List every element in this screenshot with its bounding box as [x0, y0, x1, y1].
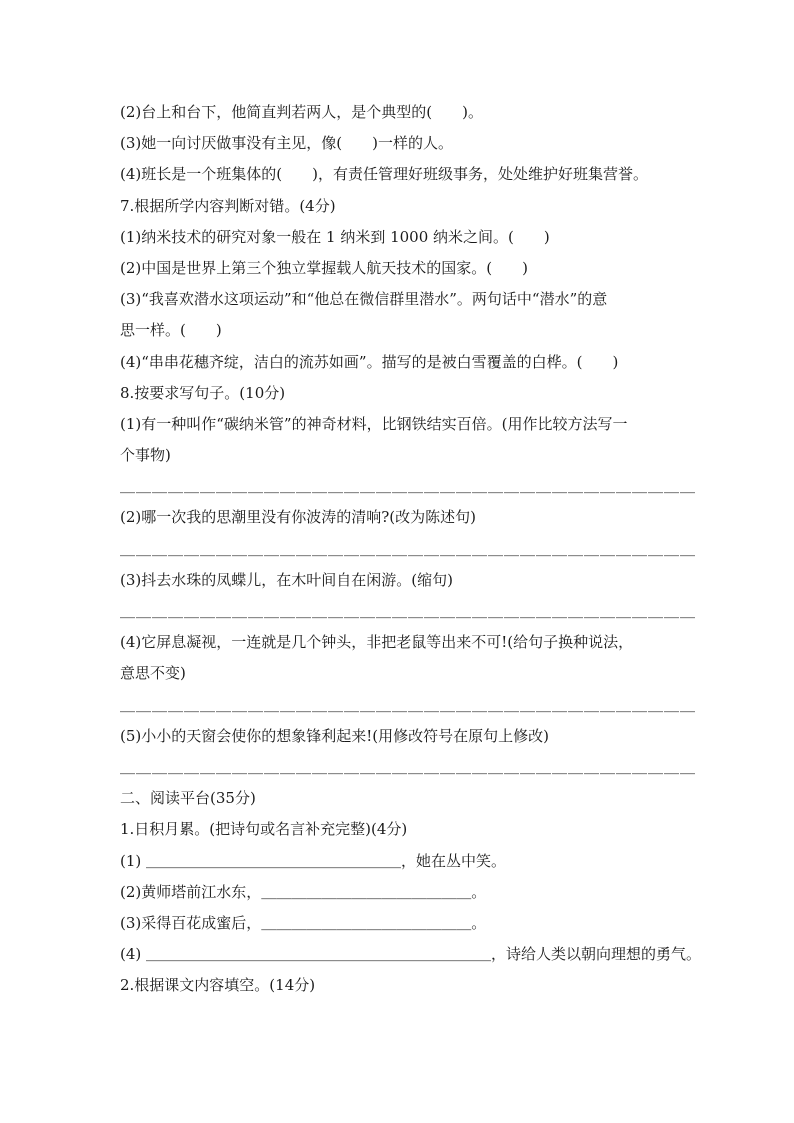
section-2-heading: 二、阅读平台(35分) [120, 789, 256, 808]
question-6-3: (3)她一向讨厌做事没有主见，像( )一样的人。 [120, 134, 453, 153]
question-6-4: (4)班长是一个班集体的( )，有责任管理好班级事务，处处维护好班集营誉。 [120, 165, 648, 184]
question-8-4-cont: 意思不变) [120, 664, 186, 683]
answer-line-8-3[interactable]: ＿＿＿＿＿＿＿＿＿＿＿＿＿＿＿＿＿＿＿＿＿＿＿＿＿＿＿＿＿＿＿＿＿＿＿＿ [120, 602, 697, 620]
question-7-1: (1)纳米技术的研究对象一般在 1 纳米到 1000 纳米之间。( ) [120, 227, 550, 246]
reading-q1-3[interactable]: (3)采得百花成蜜后，＿＿＿＿＿＿＿＿＿＿＿＿＿＿。 [120, 913, 487, 932]
answer-line-8-2[interactable]: ＿＿＿＿＿＿＿＿＿＿＿＿＿＿＿＿＿＿＿＿＿＿＿＿＿＿＿＿＿＿＿＿＿＿＿＿ [120, 539, 697, 558]
question-7-3: (3)“我喜欢潜水这项运动”和“他总在微信群里潜水”。两句话中“潜水”的意 [120, 290, 608, 309]
question-6-2: (2)台上和台下，他简直判若两人，是个典型的( )。 [120, 103, 483, 121]
worksheet-page [120, 97, 720, 1001]
question-7-2: (2)中国是世界上第三个独立掌握载人航天技术的国家。( ) [120, 258, 528, 277]
question-8-3: (3)抖去水珠的凤蝶儿，在木叶间自在闲游。(缩句) [120, 570, 453, 589]
question-8-1-cont: 个事物) [120, 446, 171, 465]
question-7-heading: 7.根据所学内容判断对错。(4分) [120, 196, 336, 215]
answer-line-8-1[interactable]: ＿＿＿＿＿＿＿＿＿＿＿＿＿＿＿＿＿＿＿＿＿＿＿＿＿＿＿＿＿＿＿＿＿＿＿＿ [120, 477, 697, 496]
answer-line-8-5[interactable]: ＿＿＿＿＿＿＿＿＿＿＿＿＿＿＿＿＿＿＿＿＿＿＿＿＿＿＿＿＿＿＿＿＿＿＿＿ [120, 757, 697, 776]
question-8-1: (1)有一种叫作“碳纳米管”的神奇材料，比钢铁结实百倍。(用作比较方法写一 [120, 414, 628, 433]
question-8-heading: 8.按要求写句子。(10分) [120, 383, 286, 402]
question-8-4: (4)它屏息凝视，一连就是几个钟头，非把老鼠等出来不可!(给句子换种说法， [120, 633, 634, 652]
reading-q1-4[interactable]: (4) ＿＿＿＿＿＿＿＿＿＿＿＿＿＿＿＿＿＿＿＿＿＿＿，诗给人类以朝向理想的勇气。 [120, 945, 702, 964]
reading-q1-1[interactable]: (1) ＿＿＿＿＿＿＿＿＿＿＿＿＿＿＿＿＿，她在丛中笑。 [120, 851, 507, 870]
question-8-5: (5)小小的天窗会使你的想象锋利起来!(用修改符号在原句上修改) [120, 726, 549, 745]
reading-q2-heading: 2.根据课文内容填空。(14分) [120, 976, 316, 995]
question-8-2: (2)哪一次我的思潮里没有你波涛的清响?(改为陈述句) [120, 508, 476, 527]
question-7-3-cont: 思一样。( ) [120, 321, 222, 340]
answer-line-8-4[interactable]: ＿＿＿＿＿＿＿＿＿＿＿＿＿＿＿＿＿＿＿＿＿＿＿＿＿＿＿＿＿＿＿＿＿＿＿＿ [120, 695, 697, 714]
reading-q1-heading: 1.日积月累。(把诗句或名言补充完整)(4分) [120, 820, 408, 839]
question-7-4: (4)“串串花穗齐绽，洁白的流苏如画”。描写的是被白雪覆盖的白桦。( ) [120, 352, 619, 371]
reading-q1-2[interactable]: (2)黄师塔前江水东，＿＿＿＿＿＿＿＿＿＿＿＿＿＿。 [120, 882, 487, 901]
